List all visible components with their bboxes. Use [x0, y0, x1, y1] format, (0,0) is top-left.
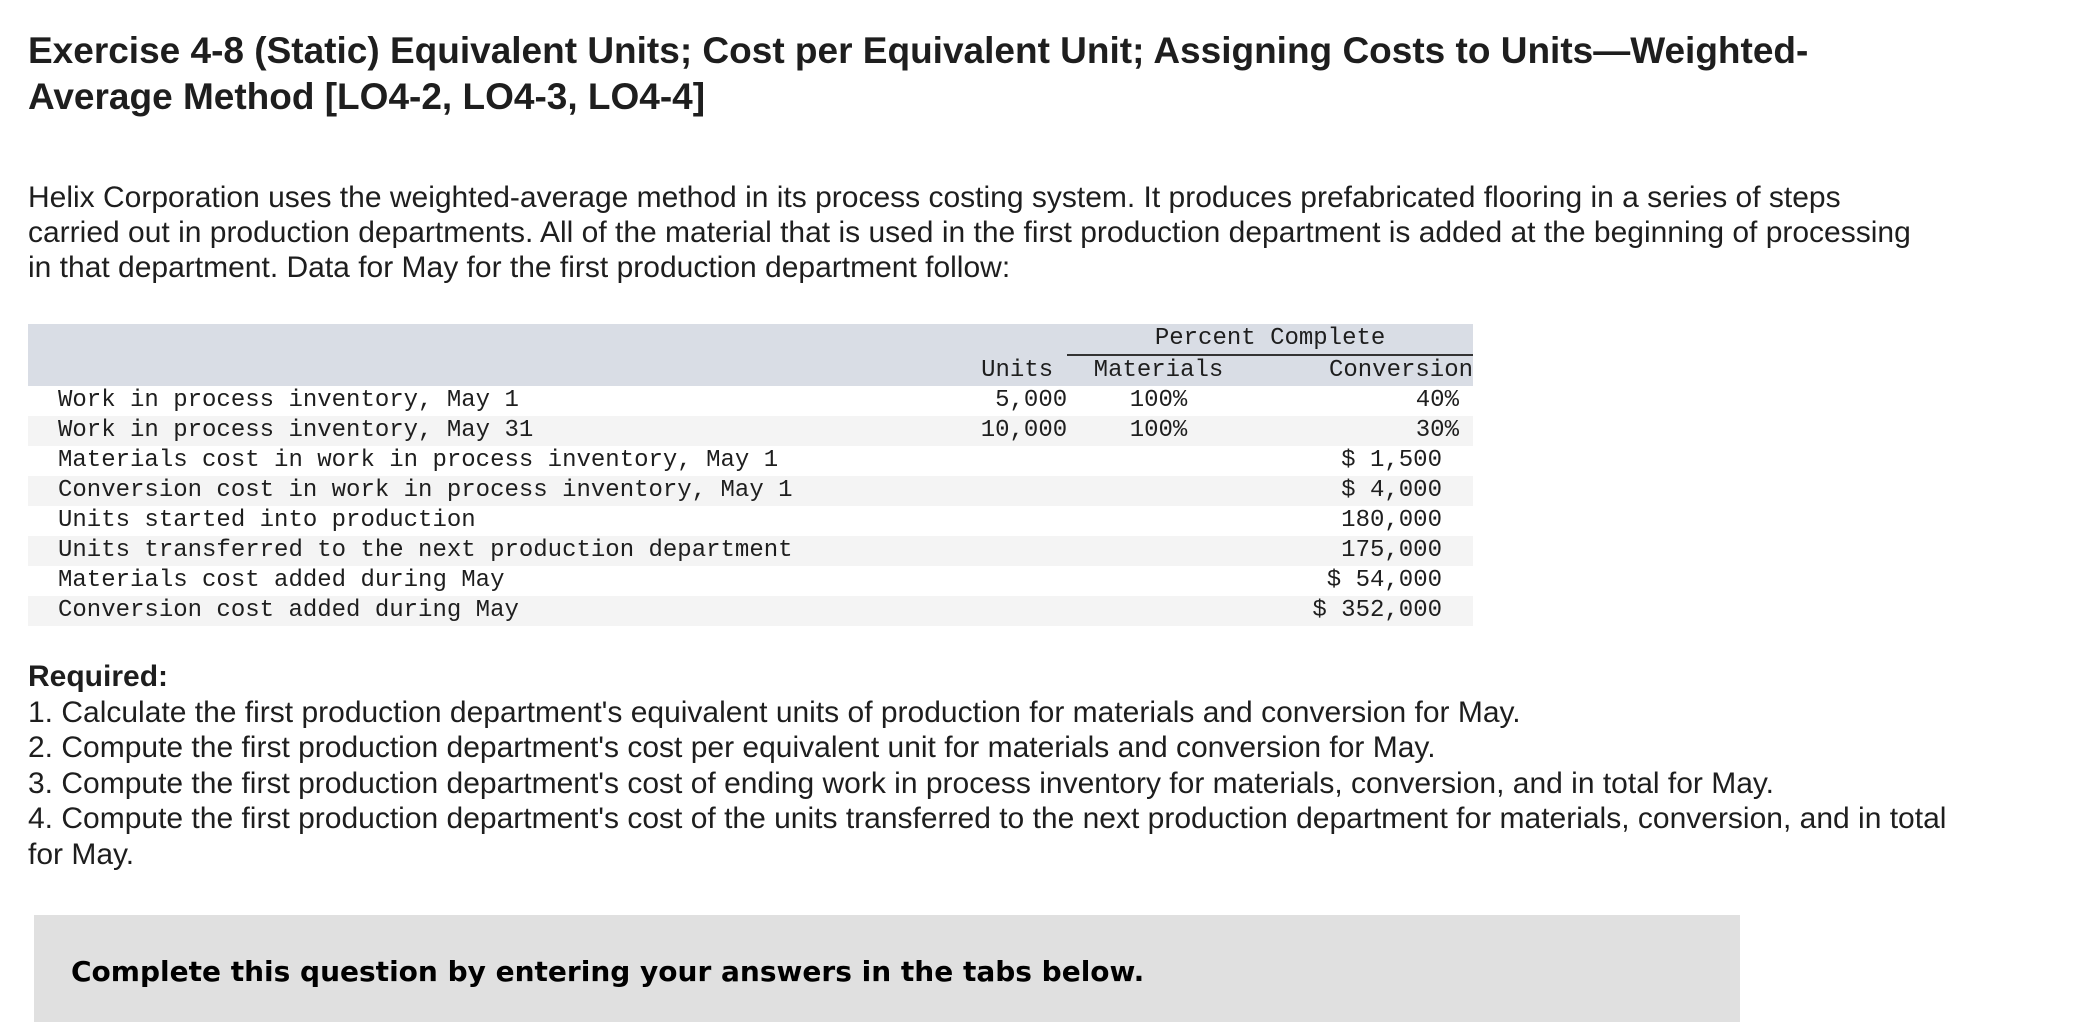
answer-instruction-box [34, 915, 1740, 1022]
row-value: $ 1,500 [920, 446, 1473, 476]
row-value: $ 4,000 [920, 476, 1473, 506]
required-heading: Required: [28, 660, 169, 693]
row-label: Materials cost added during May [28, 566, 920, 596]
row-materials: 100% [1067, 386, 1250, 416]
table-row [28, 476, 1473, 506]
table-row [28, 446, 1473, 476]
row-value: $ 54,000 [920, 566, 1473, 596]
row-units: 5,000 [920, 386, 1067, 416]
row-value: $ 352,000 [920, 596, 1473, 626]
units-column-header: Units [920, 355, 1067, 386]
table-row [28, 566, 1473, 596]
row-conversion: 40% [1250, 386, 1473, 416]
row-label: Units started into production [28, 506, 920, 536]
row-label: Units transferred to the next production department [28, 536, 920, 566]
instruction-text: Complete this question by entering your answers in the tabs below. [71, 955, 1145, 988]
conversion-column-header: Conversion [1250, 355, 1473, 386]
table-header-row-2 [28, 355, 1473, 386]
table-header-row-1 [28, 324, 1473, 355]
materials-column-header: Materials [1067, 355, 1250, 386]
row-value: 180,000 [920, 506, 1473, 536]
required-item-3: 3. Compute the first production department's cost of ending work in process inventory for materials, conversion, and in total for May. [28, 766, 1775, 800]
row-materials: 100% [1067, 416, 1250, 446]
row-units: 10,000 [920, 416, 1067, 446]
required-item-4: 4. Compute the first production department's cost of the units transferred to the next production department for materials, conversion, and in total for May. [28, 802, 1947, 871]
production-data-table [28, 324, 1473, 626]
percent-complete-header: Percent Complete [1067, 324, 1473, 355]
exercise-title: Exercise 4-8 (Static) Equivalent Units; Cost per Equivalent Unit; Assigning Costs to Units—Weighted-Average Method [LO4-2, LO4-3, LO4-4] [28, 30, 1809, 117]
table-row [28, 506, 1473, 536]
required-item-2: 2. Compute the first production department's cost per equivalent unit for materials and conversion for May. [28, 731, 1436, 764]
table-row [28, 416, 1473, 446]
table-row [28, 596, 1473, 626]
data-table-container [28, 324, 1473, 626]
required-item-1: 1. Calculate the first production department's equivalent units of production for materials and conversion for May. [28, 695, 1521, 729]
row-label: Conversion cost added during May [28, 596, 920, 626]
row-label: Work in process inventory, May 1 [28, 386, 920, 416]
required-section [28, 659, 1948, 872]
row-value: 175,000 [920, 536, 1473, 566]
row-label: Conversion cost in work in process inventory, May 1 [28, 476, 920, 506]
problem-intro [28, 180, 1928, 285]
intro-text: Helix Corporation uses the weighted-average method in its process costing system. It produces prefabricated flooring in a series of steps carried out in production departments. All of the material that is used in the first production department is added at the beginning of processing in that department. Data for May for the first production department follow: [28, 181, 1911, 284]
table-row [28, 386, 1473, 416]
table-row [28, 536, 1473, 566]
row-label: Materials cost in work in process inventory, May 1 [28, 446, 920, 476]
row-conversion: 30% [1250, 416, 1473, 446]
row-label: Work in process inventory, May 31 [28, 416, 920, 446]
